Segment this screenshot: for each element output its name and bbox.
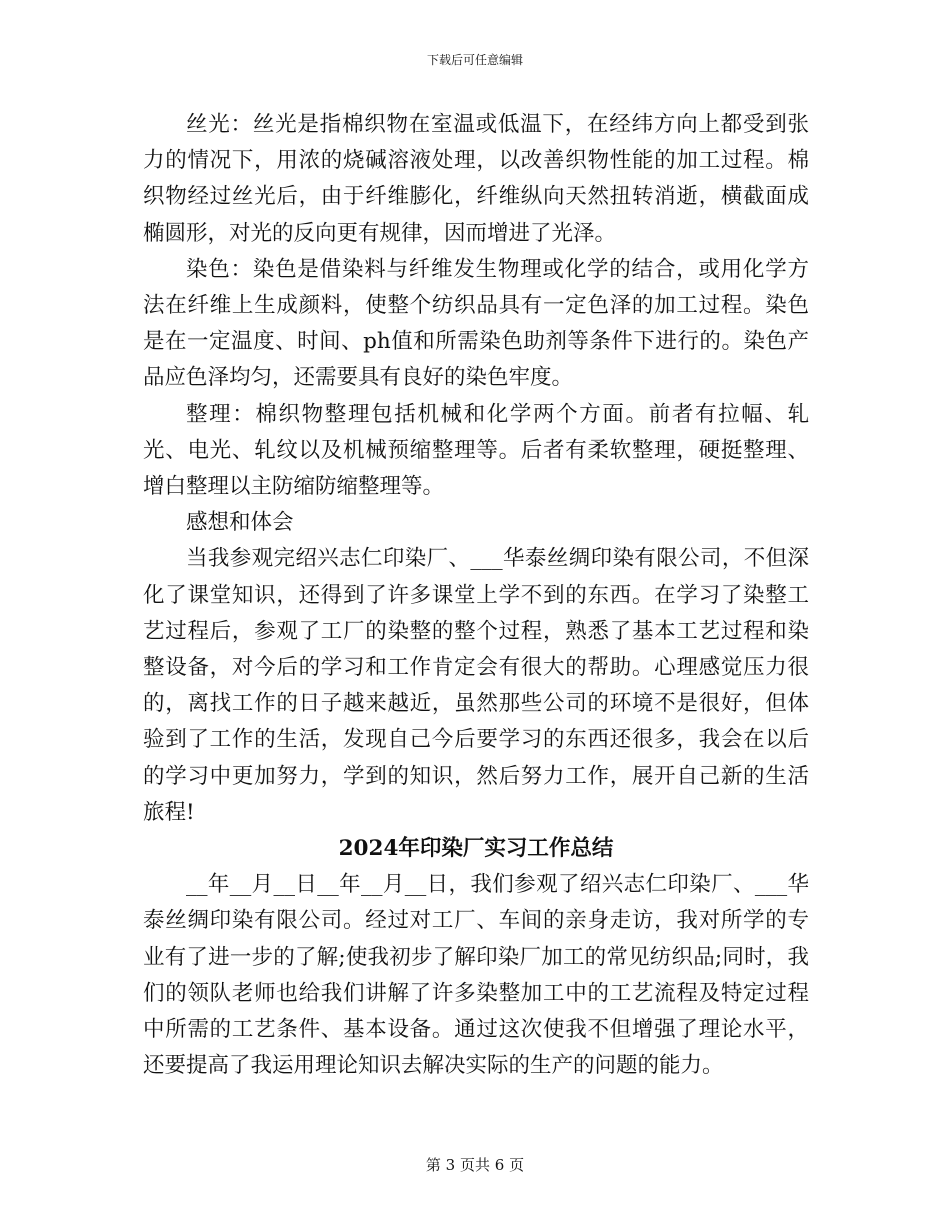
page-footer: 第 3 页共 6 页 (425, 1156, 525, 1174)
paragraph-reflection: 当我参观完绍兴志仁印染厂、___华泰丝绸印染有限公司，不但深化了课堂知识，还得到了许多课堂上学不到的东西。在学习了染整工艺过程后，参观了工厂的染整的整个过程，熟悉了基本工艺过程和染整设备，对今后的学习和工作肯定会有很大的帮助。心理感觉压力很的，离找工作的日子越来越近，虽然那些公司的环境不是很好，但体验到了工作的生活，发现自己今后要学习的东西还很多，我会在以后的学习中更加努力，学到的知识，然后努力工作，展开自己新的生活旅程! (143, 546, 809, 825)
document-title: 2024年印染厂实习工作总结 (338, 836, 614, 862)
page-header: 下载后可任意编辑 (426, 53, 523, 67)
document-body (143, 107, 809, 1084)
paragraph-intro: __年__月__日__年__月__日，我们参观了绍兴志仁印染厂、___华泰丝绸印染有限公司。经过对工厂、车间的亲身走访，我对所学的专业有了进一步的了解;使我初步了解印染厂加工的常见纺织品;同时，我们的领队老师也给我们讲解了许多染整加工中的工艺流程及特定过程中所需的工艺条件、基本设备。通过这次使我不但增强了理论水平，还要提高了我运用理论知识去解决实际的生产的问题的能力。 (143, 872, 809, 1079)
paragraph-silk-mercerizing: 丝光：丝光是指棉织物在室温或低温下，在经纬方向上都受到张力的情况下，用浓的烧碱溶液处理，以改善织物性能的加工过程。棉织物经过丝光后，由于纤维膨化，纤维纵向天然扭转消逝，横截面成椭圆形，对光的反向更有规律，因而增进了光泽。 (143, 112, 809, 246)
paragraph-finishing: 整理：棉织物整理包括机械和化学两个方面。前者有拉幅、轧光、电光、轧纹以及机械预缩整理等。后者有柔软整理，硬挺整理、增白整理以主防缩防缩整理等。 (143, 401, 809, 500)
section-heading-reflection: 感想和体会 (186, 510, 294, 536)
paragraph-dyeing: 染色：染色是借染料与纤维发生物理或化学的结合，或用化学方法在纤维上生成颜料，使整个纺织品具有一定色泽的加工过程。染色是在一定温度、时间、ph值和所需染色助剂等条件下进行的。染色产品应色泽均匀，还需要具有良好的染色牢度。 (143, 256, 809, 391)
